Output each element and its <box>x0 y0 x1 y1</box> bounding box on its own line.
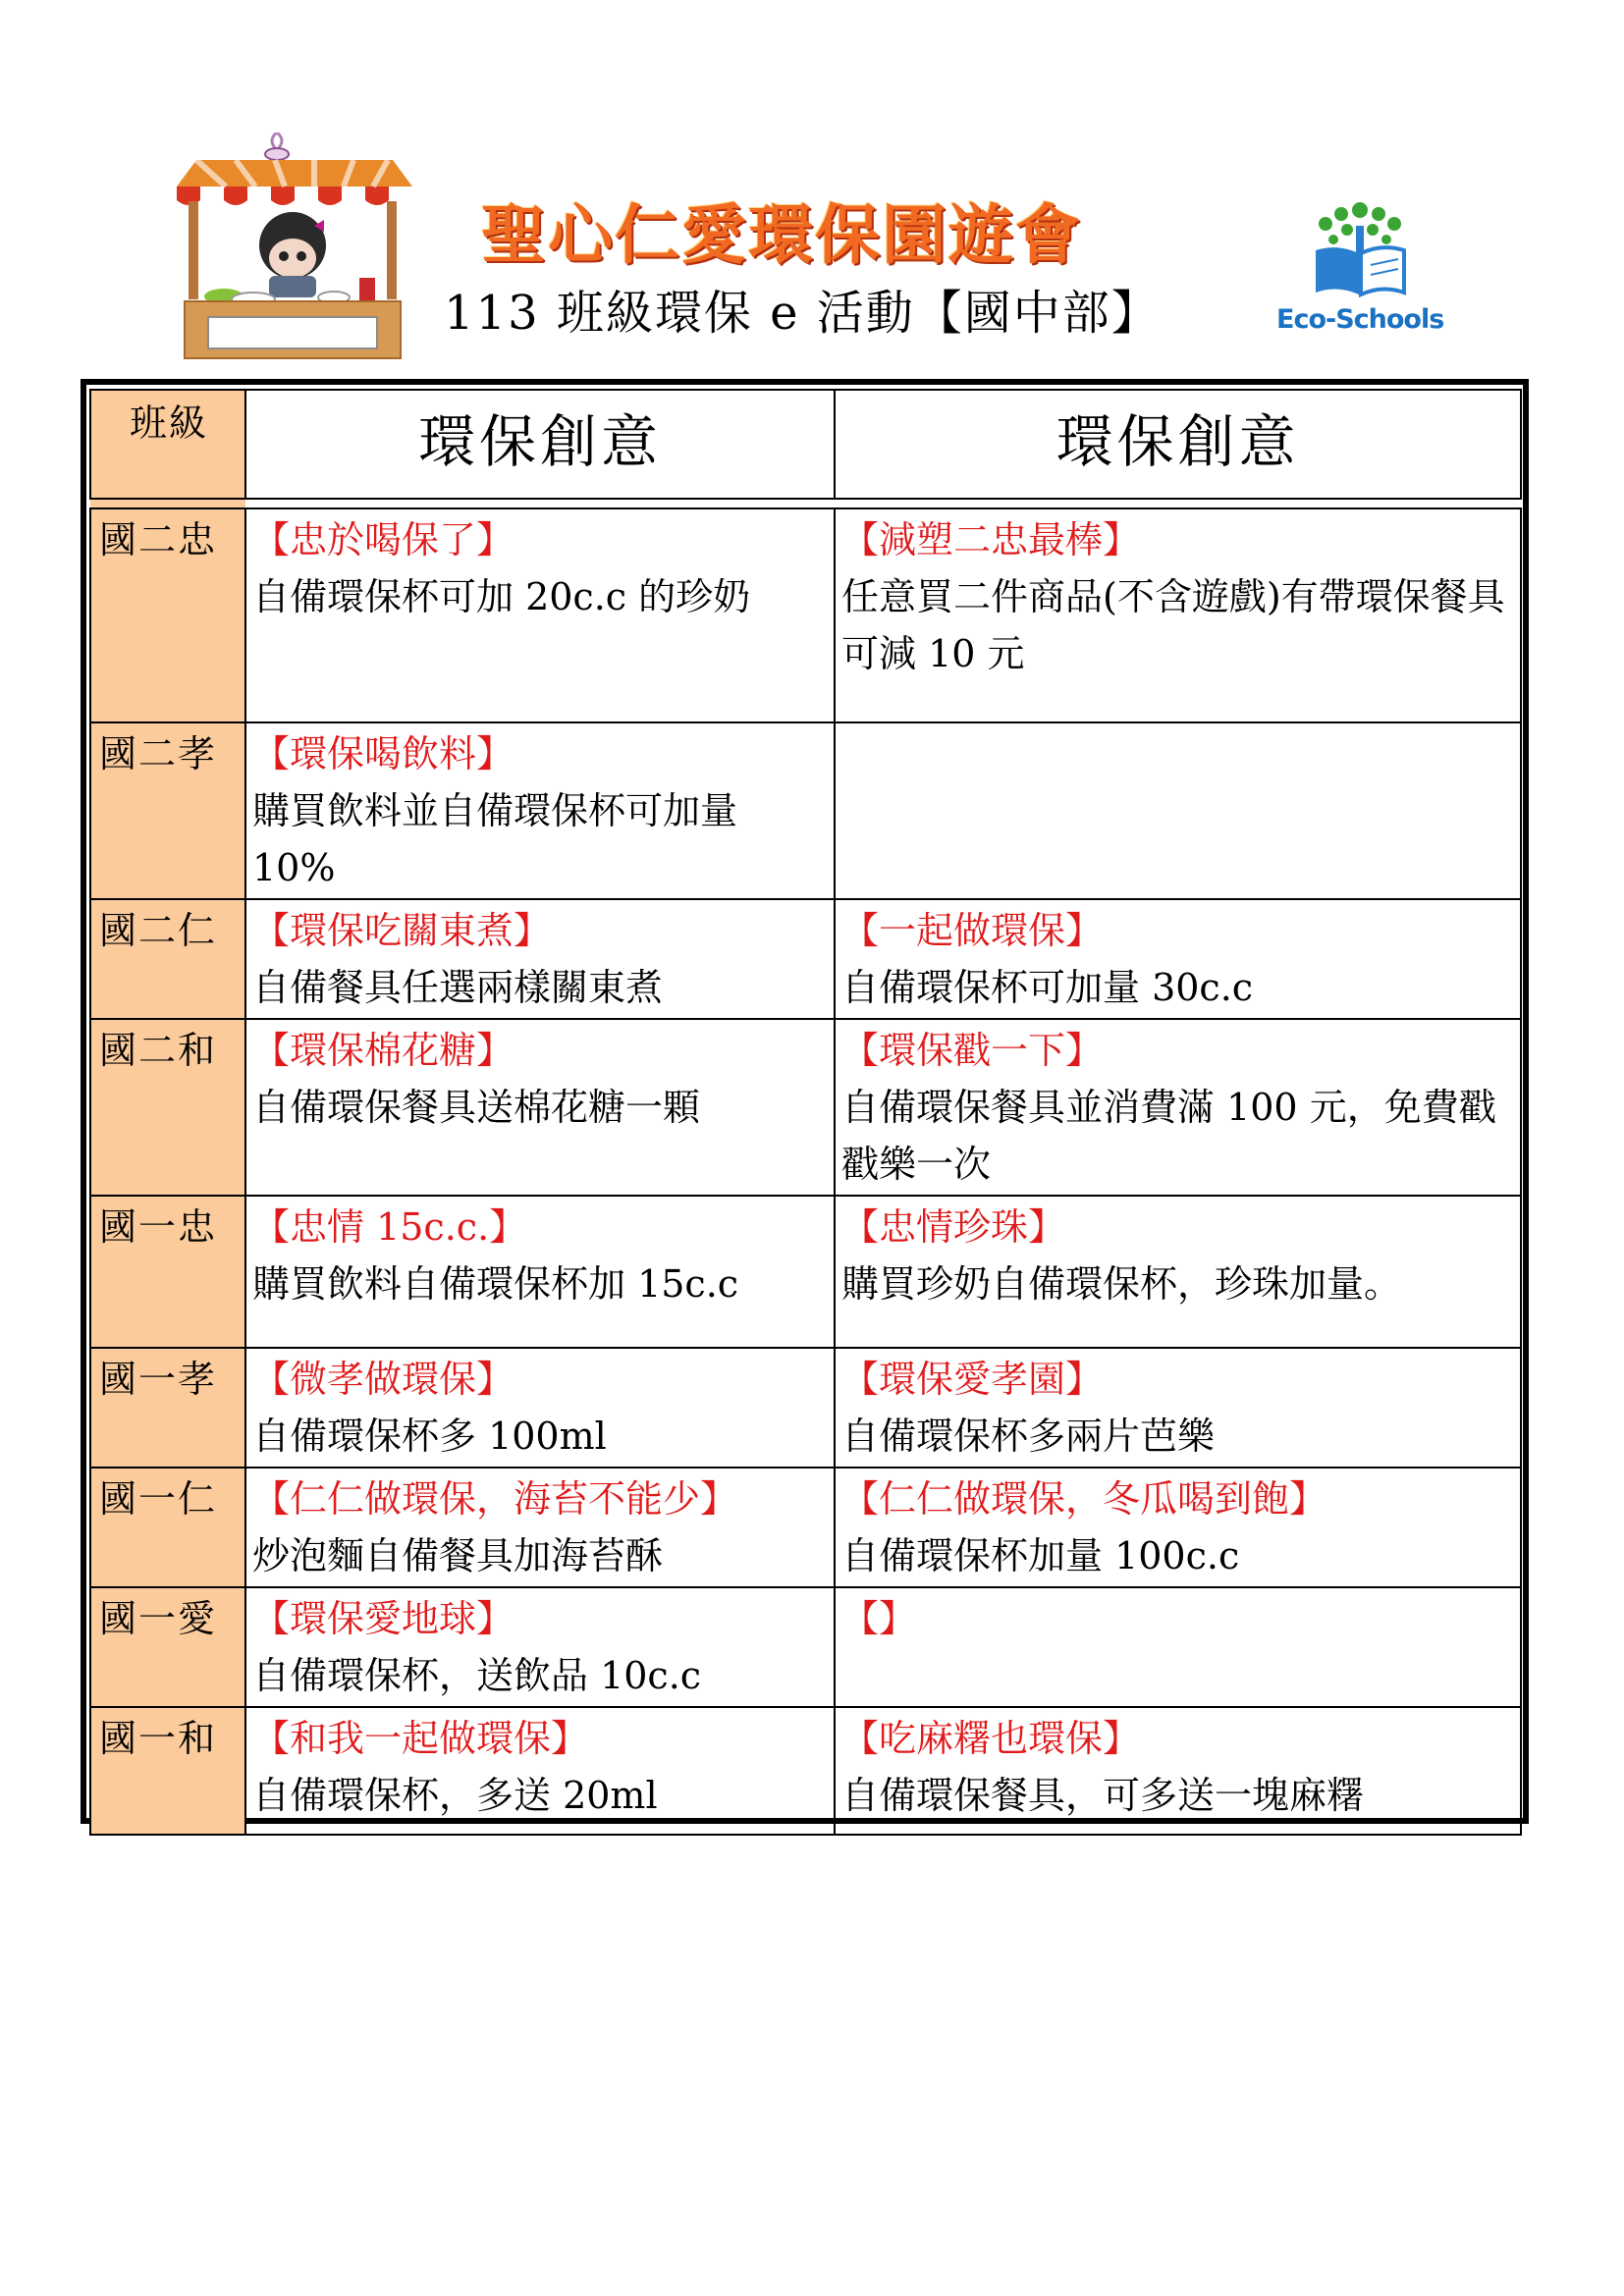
idea-cell-left <box>245 1196 835 1348</box>
class-cell: 國二仁 <box>90 899 245 1019</box>
event-title: 【忠情 15c.c.】 <box>252 1205 527 1249</box>
event-title: 【環保喝飲料】 <box>252 732 514 775</box>
event-desc: 購買飲料自備環保杯加 15c.c <box>252 1262 739 1306</box>
header-idea-right: 環保創意 <box>835 390 1521 499</box>
event-desc: 自備環保杯可加 20c.c 的珍奶 <box>252 575 751 618</box>
event-title: 【】 <box>841 1597 917 1640</box>
event-desc: 自備環保杯可加量 30c.c <box>841 966 1254 1009</box>
class-cell: 國二忠 <box>90 508 245 722</box>
class-cell: 國一和 <box>90 1707 245 1835</box>
idea-cell-right <box>835 1196 1521 1348</box>
table-row <box>90 508 1521 722</box>
event-desc: 自備環保杯加量 100c.c <box>841 1534 1240 1577</box>
idea-cell-right <box>835 1348 1521 1468</box>
event-title: 【環保愛地球】 <box>252 1597 514 1640</box>
table-spacer <box>90 499 1521 508</box>
eco-schools-logo <box>1276 196 1443 339</box>
event-title: 【忠於喝保了】 <box>252 518 514 561</box>
event-title: 【環保愛孝園】 <box>841 1358 1104 1401</box>
idea-cell-left <box>245 1348 835 1468</box>
header-idea-left: 環保創意 <box>245 390 835 499</box>
page-subtitle: 113 班級環保 e 活動【國中部】 <box>444 286 1161 341</box>
event-title: 【仁仁做環保，海苔不能少】 <box>252 1477 738 1521</box>
event-desc: 自備環保餐具並消費滿 100 元，免費戳戳樂一次 <box>841 1086 1496 1186</box>
event-title: 【忠情珍珠】 <box>841 1205 1066 1249</box>
idea-cell-left <box>245 1019 835 1196</box>
eco-schools-label: Eco-Schools <box>1276 304 1444 335</box>
event-title: 【一起做環保】 <box>841 909 1104 952</box>
table-row <box>90 899 1521 1019</box>
idea-cell-right <box>835 722 1521 899</box>
class-cell: 國一愛 <box>90 1587 245 1707</box>
class-cell: 國一孝 <box>90 1348 245 1468</box>
event-desc: 任意買二件商品(不含遊戲)有帶環保餐具可減 10 元 <box>841 575 1505 675</box>
idea-cell-left <box>245 722 835 899</box>
event-desc: 自備環保杯多 100ml <box>252 1415 607 1458</box>
idea-cell-left <box>245 899 835 1019</box>
class-cell: 國一仁 <box>90 1468 245 1587</box>
page-title: 聖心仁愛環保園遊會 <box>481 197 1082 273</box>
tree-book-icon <box>1276 196 1443 304</box>
idea-cell-right <box>835 899 1521 1019</box>
class-cell: 國二孝 <box>90 722 245 899</box>
table-row <box>90 722 1521 899</box>
table-row <box>90 1196 1521 1348</box>
table-row <box>90 1348 1521 1468</box>
class-cell: 國二和 <box>90 1019 245 1196</box>
booth-illustration <box>167 133 417 360</box>
event-desc: 自備環保杯，送飲品 10c.c <box>252 1654 702 1697</box>
event-desc: 自備環保杯多兩片芭樂 <box>841 1415 1216 1458</box>
table-row <box>90 1707 1521 1835</box>
idea-cell-right <box>835 1468 1521 1587</box>
event-title: 【微孝做環保】 <box>252 1358 514 1401</box>
idea-cell-left <box>245 1587 835 1707</box>
event-title: 【環保吃關東煮】 <box>252 909 552 952</box>
activity-table <box>89 389 1522 1836</box>
event-title: 【環保戳一下】 <box>841 1029 1104 1072</box>
header-class: 班級 <box>90 390 245 499</box>
table-row <box>90 1587 1521 1707</box>
event-desc: 自備餐具任選兩樣關東煮 <box>252 966 664 1009</box>
event-desc: 自備環保餐具，可多送一塊麻糬 <box>841 1774 1365 1817</box>
event-desc: 自備環保杯，多送 20ml <box>252 1774 658 1817</box>
table-row <box>90 1468 1521 1587</box>
idea-cell-right <box>835 1587 1521 1707</box>
event-desc: 自備環保餐具送棉花糖一顆 <box>252 1086 701 1129</box>
event-title: 【和我一起做環保】 <box>252 1717 589 1760</box>
event-desc: 購買珍奶自備環保杯，珍珠加量。 <box>841 1262 1402 1306</box>
table-header-row <box>90 390 1521 499</box>
idea-cell-left <box>245 1707 835 1835</box>
idea-cell-right <box>835 1019 1521 1196</box>
idea-cell-right <box>835 1707 1521 1835</box>
event-title: 【吃麻糬也環保】 <box>841 1717 1141 1760</box>
event-title: 【環保棉花糖】 <box>252 1029 514 1072</box>
table-row <box>90 1019 1521 1196</box>
idea-cell-left <box>245 1468 835 1587</box>
event-desc: 購買飲料並自備環保杯可加量 10% <box>252 789 738 889</box>
event-title: 【仁仁做環保，冬瓜喝到飽】 <box>841 1477 1327 1521</box>
class-cell: 國一忠 <box>90 1196 245 1348</box>
idea-cell-right <box>835 508 1521 722</box>
idea-cell-left <box>245 508 835 722</box>
event-title: 【減塑二忠最棒】 <box>841 518 1141 561</box>
event-desc: 炒泡麵自備餐具加海苔酥 <box>252 1534 664 1577</box>
